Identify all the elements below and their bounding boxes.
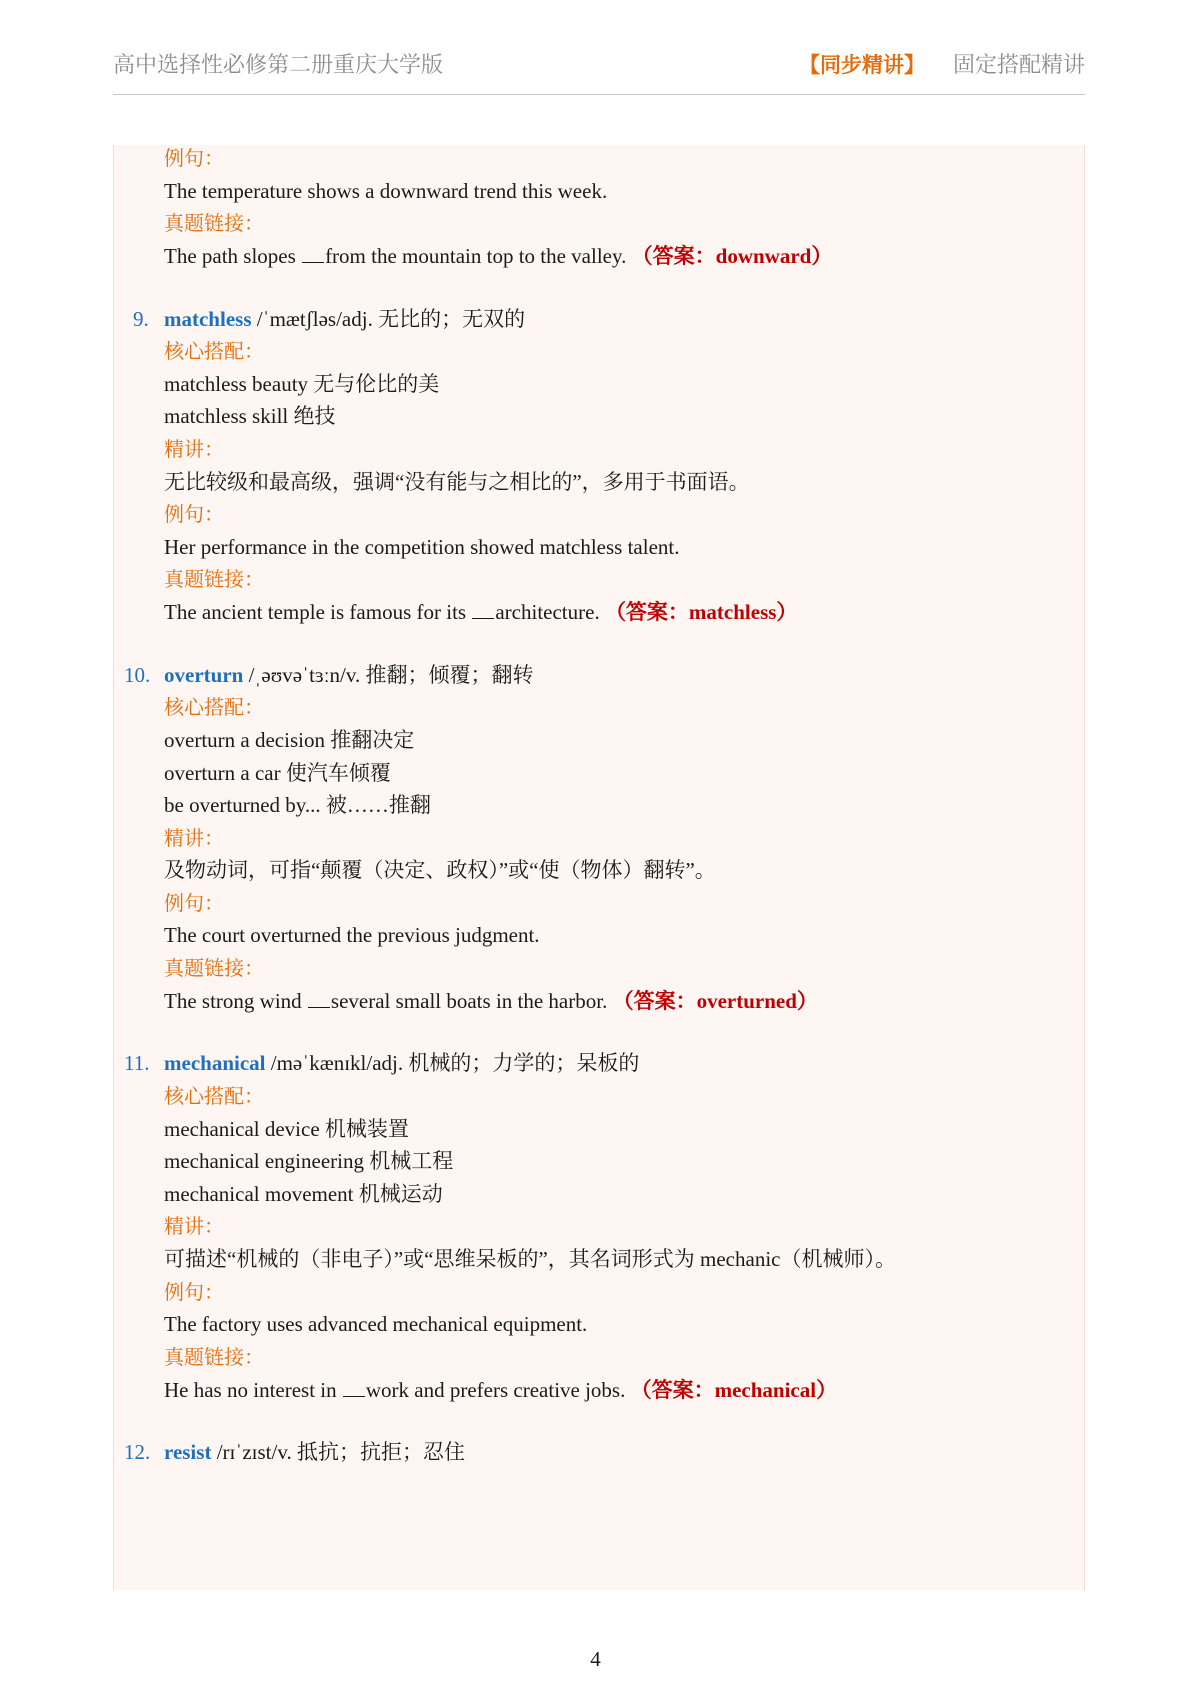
collocation-item: matchless skill 绝技 bbox=[164, 404, 336, 428]
header-right bbox=[799, 48, 1085, 79]
entry-headword: matchless /ˈmætʃləs/adj. 无比的；无双的 bbox=[164, 307, 526, 331]
entry-number: 11. bbox=[124, 1051, 150, 1075]
example-sentence: The factory uses advanced mechanical equipment. bbox=[164, 1312, 588, 1336]
explain-label: 精讲： bbox=[164, 826, 224, 850]
exam-label: 真题链接： bbox=[164, 211, 264, 235]
entry-headword: overturn /ˌəʊvəˈtɜːn/v. 推翻；倾覆；翻转 bbox=[164, 663, 534, 687]
answer: （答案：matchless） bbox=[604, 600, 798, 624]
collocation-item: mechanical movement 机械运动 bbox=[164, 1182, 443, 1206]
core-collocation-label: 核心搭配： bbox=[164, 339, 264, 363]
exam-label: 真题链接： bbox=[164, 1345, 264, 1369]
collocation-item: be overturned by... 被……推翻 bbox=[164, 793, 431, 817]
example-label: 例句： bbox=[164, 146, 224, 170]
section-badge: 【同步精讲】 bbox=[798, 53, 925, 77]
example-label: 例句： bbox=[164, 891, 224, 915]
answer-blank bbox=[472, 602, 494, 619]
example-sentence: Her performance in the competition showed matchless talent. bbox=[164, 535, 680, 559]
answer-blank bbox=[302, 246, 324, 263]
exam-sentence: The strong wind several small boats in the harbor. （答案：overturned） bbox=[164, 989, 818, 1013]
entry-number: 10. bbox=[124, 663, 151, 687]
collocation-item: overturn a car 使汽车倾覆 bbox=[164, 761, 391, 785]
answer: （答案：downward） bbox=[631, 244, 833, 268]
explain-text: 及物动词，可指“颠覆（决定、政权）”或“使（物体）翻转”。 bbox=[164, 858, 716, 882]
example-sentence: The temperature shows a downward trend this week. bbox=[164, 179, 608, 203]
collocation-item: overturn a decision 推翻决定 bbox=[164, 728, 415, 752]
book-title: 高中选择性必修第二册重庆大学版 bbox=[113, 52, 444, 77]
example-sentence: The court overturned the previous judgment. bbox=[164, 923, 540, 947]
answer: （答案：mechanical） bbox=[630, 1378, 838, 1402]
collocation-item: mechanical engineering 机械工程 bbox=[164, 1149, 454, 1173]
answer-blank bbox=[343, 1380, 365, 1397]
exam-sentence: He has no interest in work and prefers creative jobs. （答案：mechanical） bbox=[164, 1378, 838, 1402]
page-number: 4 bbox=[590, 1647, 601, 1671]
explain-label: 精讲： bbox=[164, 1214, 224, 1238]
collocation-item: mechanical device 机械装置 bbox=[164, 1117, 409, 1141]
explain-text: 无比较级和最高级，强调“没有能与之相比的”，多用于书面语。 bbox=[164, 470, 750, 494]
page-header bbox=[113, 44, 1085, 95]
exam-label: 真题链接： bbox=[164, 956, 264, 980]
example-label: 例句： bbox=[164, 502, 224, 526]
example-label: 例句： bbox=[164, 1280, 224, 1304]
explain-label: 精讲： bbox=[164, 437, 224, 461]
entry-number: 12. bbox=[124, 1440, 151, 1464]
entry-number: 9. bbox=[133, 307, 149, 331]
core-collocation-label: 核心搭配： bbox=[164, 695, 264, 719]
explain-text: 可描述“机械的（非电子）”或“思维呆板的”，其名词形式为 mechanic（机械师）。 bbox=[164, 1247, 896, 1271]
section-topic: 固定搭配精讲 bbox=[952, 52, 1085, 77]
collocation-item: matchless beauty 无与伦比的美 bbox=[164, 372, 440, 396]
answer-blank bbox=[308, 991, 330, 1008]
core-collocation-label: 核心搭配： bbox=[164, 1084, 264, 1108]
answer: （答案：overturned） bbox=[612, 989, 818, 1013]
entry-headword: resist /rɪˈzɪst/v. 抵抗；抗拒；忍住 bbox=[164, 1440, 465, 1464]
entry-headword: mechanical /məˈkænɪkl/adj. 机械的；力学的；呆板的 bbox=[164, 1051, 640, 1075]
exam-sentence: The ancient temple is famous for its architecture. （答案：matchless） bbox=[164, 600, 798, 624]
exam-sentence: The path slopes from the mountain top to the valley. （答案：downward） bbox=[164, 244, 833, 268]
exam-label: 真题链接： bbox=[164, 567, 264, 591]
